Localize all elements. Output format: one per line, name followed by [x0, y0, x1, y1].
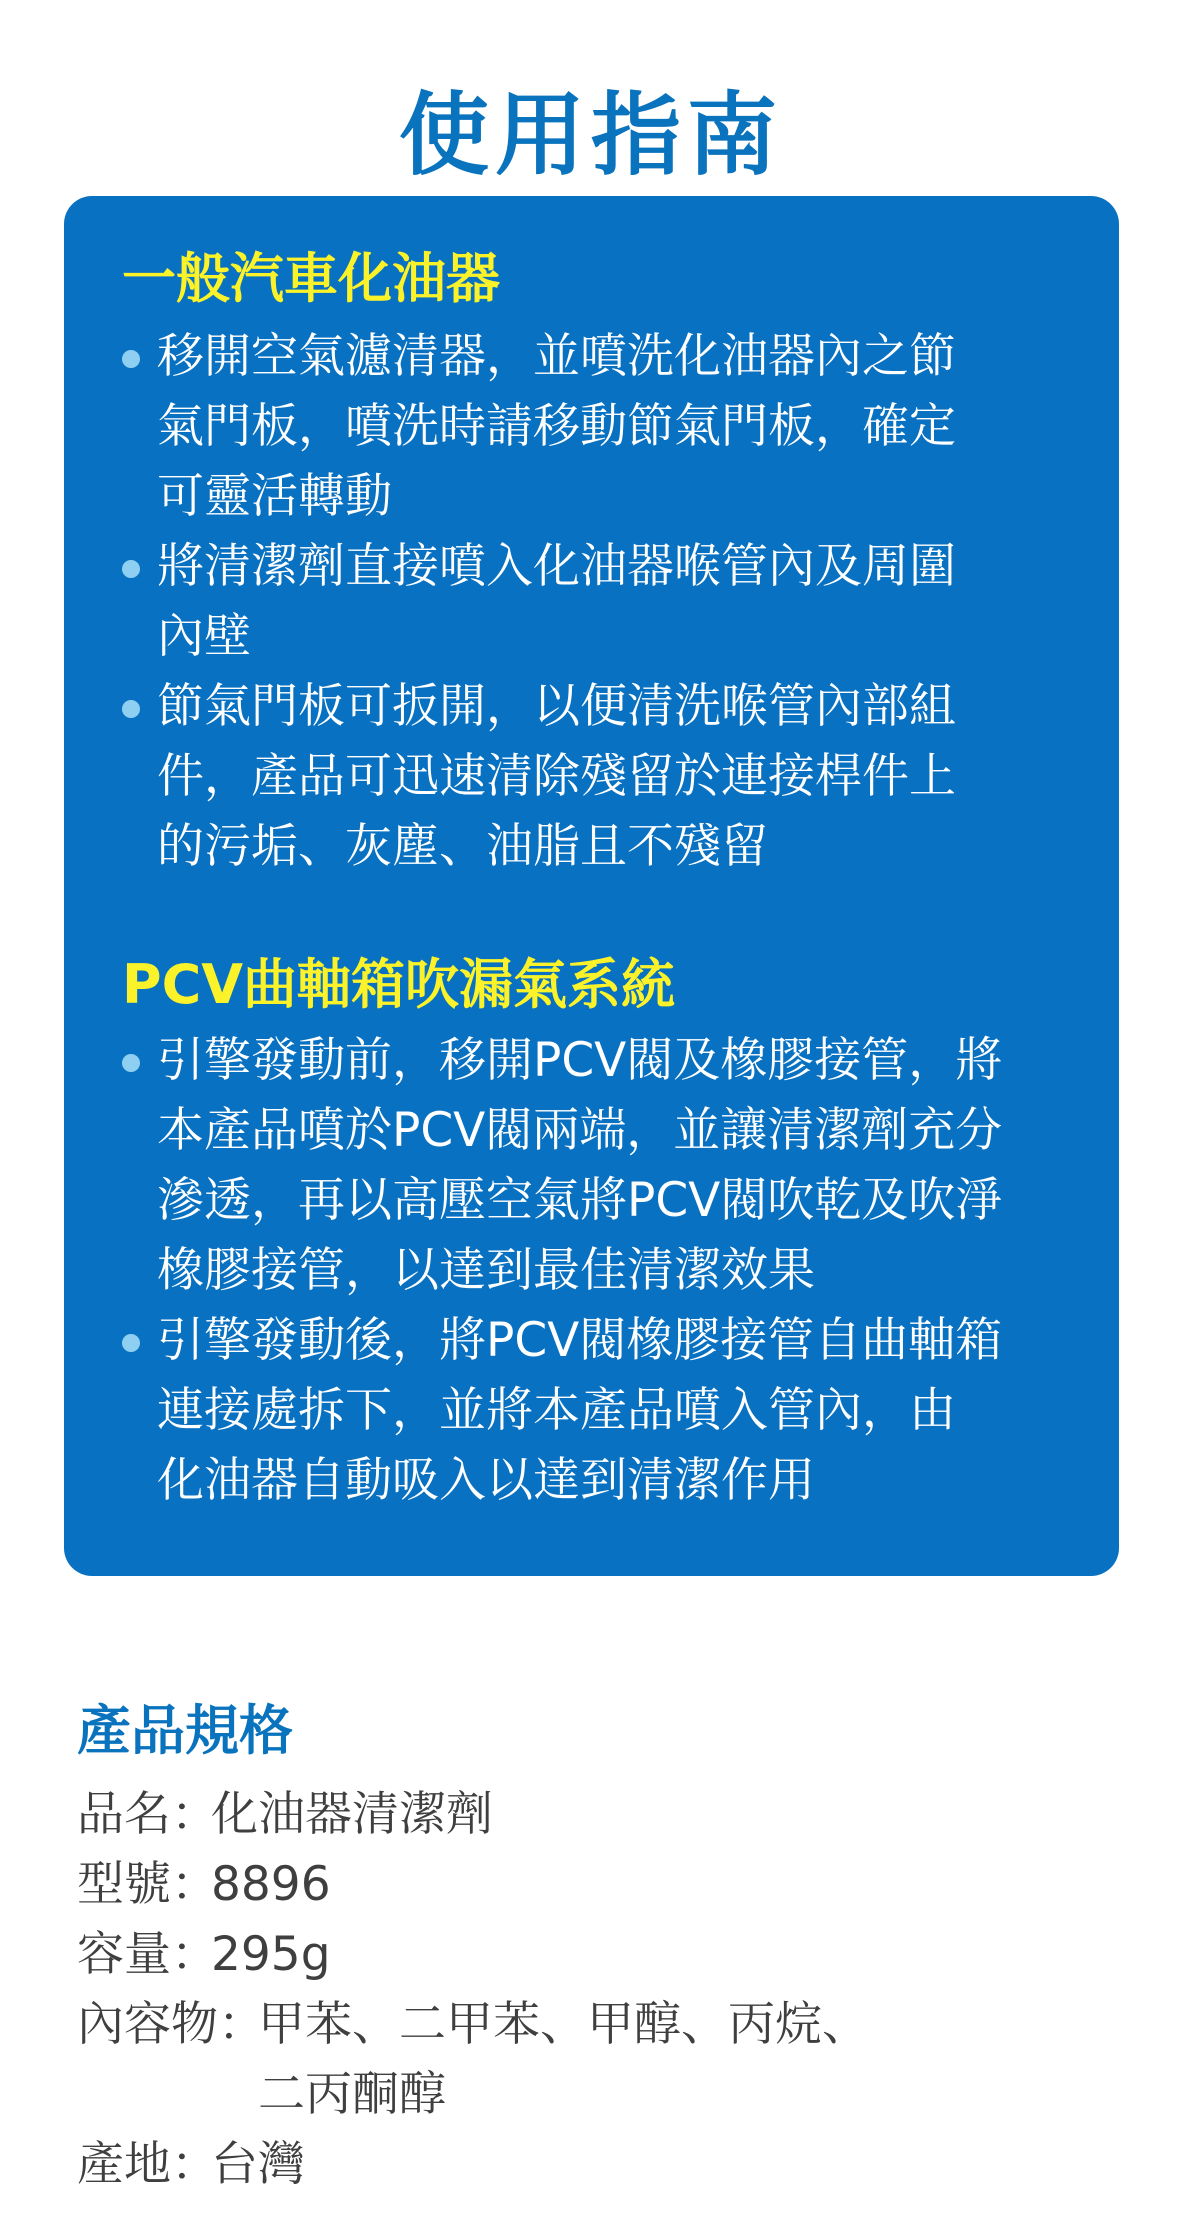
spec-value	[258, 1990, 869, 2130]
spec-row-origin	[77, 2130, 869, 2200]
spec-list	[77, 1780, 869, 2200]
list-item: 將清潔劑直接噴入化油器喉管內及周圍 內壁	[122, 532, 1112, 672]
spec-row-capacity	[77, 1920, 869, 1990]
spec-row-model	[77, 1850, 869, 1920]
spec-label: 產地	[77, 2137, 171, 2192]
spec-heading: 產品規格	[77, 1699, 293, 1762]
spec-colon: ：	[171, 2137, 218, 2192]
spec-label: 內容物	[77, 1997, 218, 2052]
bullet-dot-icon	[122, 350, 140, 368]
list-item: 節氣門板可扳開，以便清洗喉管內部組 件，產品可迅速清除殘留於連接桿件上 的污垢、灰塵、油脂且不殘留	[122, 672, 1112, 882]
pcv-steps	[122, 1026, 1112, 1516]
list-item: 移開空氣濾清器，並噴洗化油器內之節 氣門板，噴洗時請移動節氣門板，確定 可靈活轉動	[122, 322, 1112, 532]
bullet-dot-icon	[122, 700, 140, 718]
spec-value: 化油器清潔劑	[211, 1787, 493, 1842]
page-title: 使用指南	[399, 83, 783, 188]
spec-colon: ：	[171, 1927, 218, 1982]
spec-colon: ：	[171, 1787, 218, 1842]
list-item: 引擎發動後，將PCV閥橡膠接管自曲軸箱 連接處拆下，並將本產品噴入管內，由 化油器自動吸入以達到清潔作用	[122, 1306, 1112, 1516]
spec-label: 型號	[77, 1857, 171, 1912]
section-heading-carburetor: 一般汽車化油器	[122, 247, 500, 310]
spec-value-line: 二丙酮醇	[258, 2067, 446, 2122]
spec-value: 8896	[211, 1857, 331, 1912]
spec-label: 品名	[77, 1787, 171, 1842]
list-item: 引擎發動前，移開PCV閥及橡膠接管，將 本產品噴於PCV閥兩端，並讓清潔劑充分 滲透，再以高壓空氣將PCV閥吹乾及吹淨 橡膠接管，以達到最佳清潔效果	[122, 1026, 1112, 1306]
spec-label: 容量	[77, 1927, 171, 1982]
spec-row-name	[77, 1780, 869, 1850]
spec-value: 295g	[211, 1927, 331, 1982]
guide-panel	[64, 196, 1119, 1576]
spec-colon: ：	[171, 1857, 218, 1912]
spec-colon: ：	[218, 1997, 265, 2052]
spec-row-contents	[77, 1990, 869, 2130]
bullet-dot-icon	[122, 560, 140, 578]
carburetor-steps	[122, 322, 1112, 882]
spec-value: 台灣	[211, 2137, 305, 2192]
bullet-dot-icon	[122, 1334, 140, 1352]
spec-value-line: 甲苯、二甲苯、甲醇、丙烷、	[258, 1997, 869, 2052]
bullet-dot-icon	[122, 1054, 140, 1072]
section-heading-pcv: PCV曲軸箱吹漏氣系統	[122, 953, 675, 1016]
